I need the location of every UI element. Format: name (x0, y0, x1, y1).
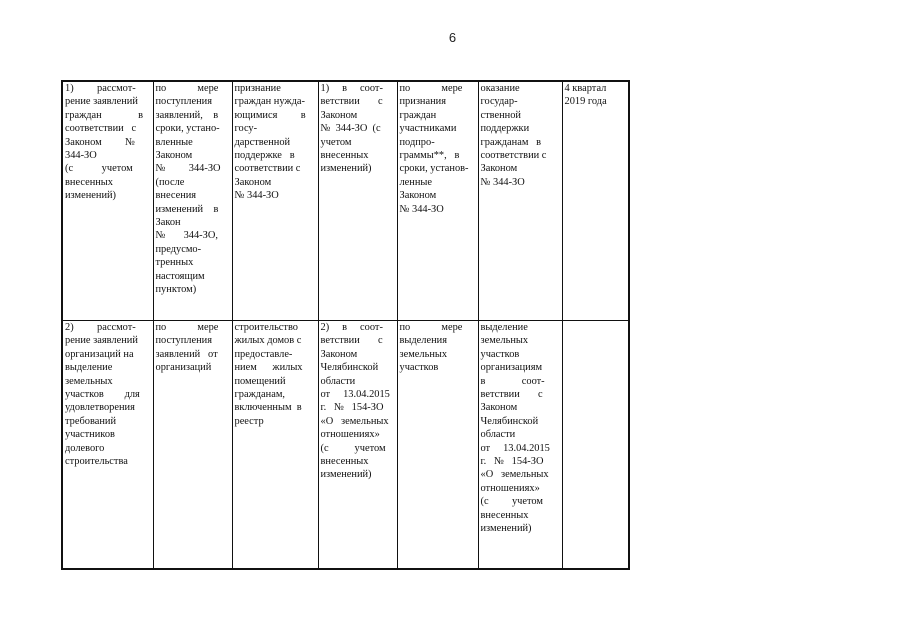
cell-basis: 2) в соот- ветствии с Законом Челябинской области от 13.04.2015 г. № 154-ЗО «О земельных отношениях» (с учетом внесенных изменений) (318, 321, 397, 570)
cell-result: оказание государ- ственной поддержки гражданам в соответствии с Законом № 344-ЗО (478, 81, 562, 321)
cell-timing: по мере поступления заявлений, в сроки, устано- вленные Законом № 344-ЗО (после внесения изменений в Закон № 344-ЗО, предусмо- тренных настоящим пунктом) (153, 81, 232, 321)
cell-goal: строительство жилых домов с предоставле- нием жилых помещений гражданам, включенным в реестр (232, 321, 318, 570)
page-number: 6 (448, 30, 457, 45)
cell-deadline (562, 321, 629, 570)
table-row (62, 81, 629, 321)
cell-timing: по мере поступления заявлений от организаций (153, 321, 232, 570)
cell-frequency: по мере выделения земельных участков (397, 321, 478, 570)
cell-measure: 1) рассмот- рение заявлений граждан в соответствии с Законом № 344-ЗО (с учетом внесенных изменений) (62, 81, 153, 321)
measures-table (61, 80, 630, 570)
table-row (62, 321, 629, 570)
cell-measure: 2) рассмот- рение заявлений организаций на выделение земельных участков для удовлетворения требований участников долевого строительства (62, 321, 153, 570)
cell-deadline: 4 квартал 2019 года (562, 81, 629, 321)
cell-frequency: по мере признания граждан участниками подпро- граммы**, в сроки, установ- ленные Законом № 344-ЗО (397, 81, 478, 321)
cell-result: выделение земельных участков организациям в соот- ветствии с Законом Челябинской области от 13.04.2015 г. № 154-ЗО «О земельных отношениях» (с учетом внесенных изменений) (478, 321, 562, 570)
cell-basis: 1) в соот- ветствии с Законом № 344-ЗО (с учетом внесенных изменений) (318, 81, 397, 321)
cell-goal: признание граждан нужда- ющимися в госу- дарственной поддержке в соответствии с Законом № 344-ЗО (232, 81, 318, 321)
